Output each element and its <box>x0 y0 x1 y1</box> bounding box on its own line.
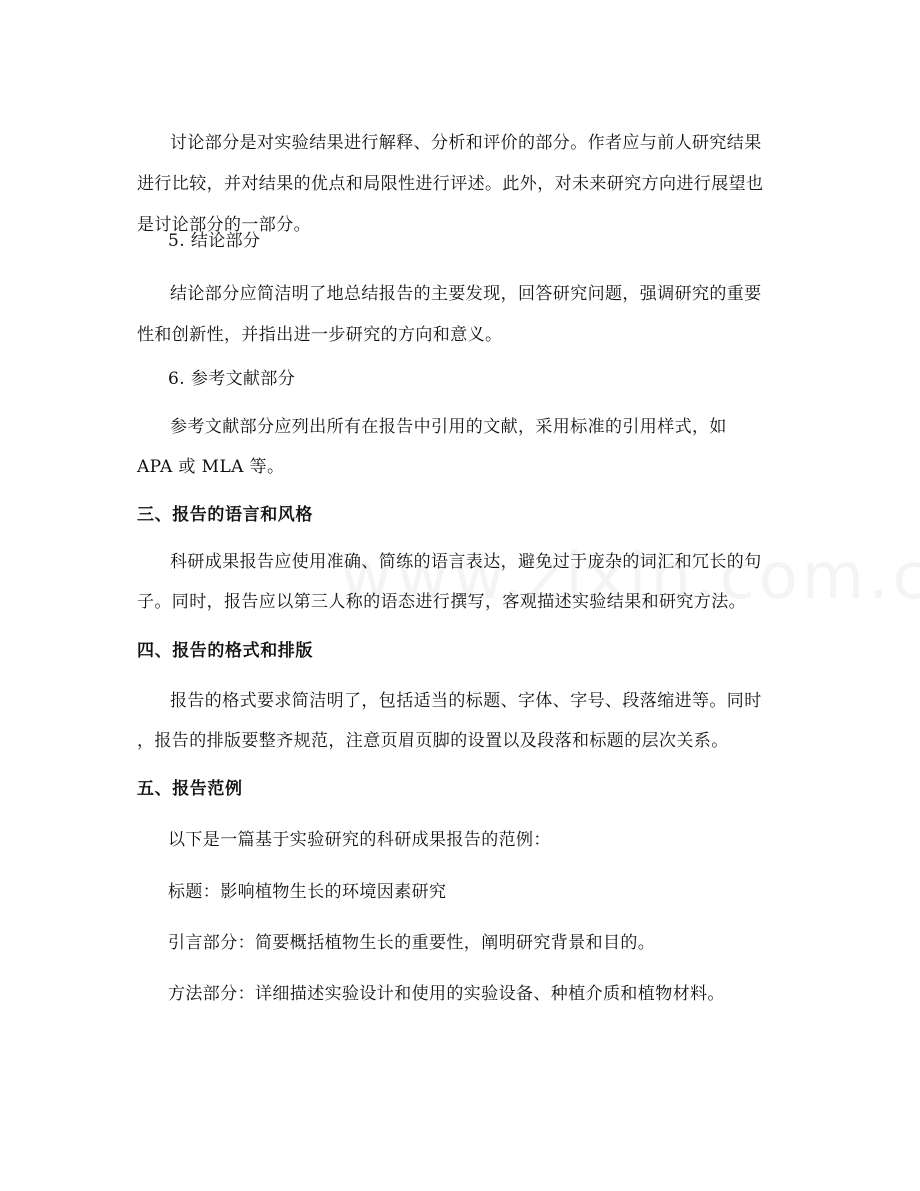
references-title: 6. 参考文献部分 <box>168 369 296 389</box>
references-line-1: 参考文献部分应列出所有在报告中引用的文献，采用标准的引用样式，如 <box>170 417 727 437</box>
section4-heading: 四、报告的格式和排版 <box>137 641 313 661</box>
section4-line-2: ，报告的排版要整齐规范，注意页眉页脚的设置以及段落和标题的层次关系。 <box>137 731 729 751</box>
section3-line-1: 科研成果报告应使用准确、简练的语言表达，避免过于庞杂的词汇和冗长的句 <box>170 552 762 572</box>
discussion-line-1: 讨论部分是对实验结果进行解释、分析和评价的部分。作者应与前人研究结果 <box>170 133 762 153</box>
discussion-line-3: 是讨论部分的一部分。 <box>137 215 311 235</box>
conclusion-line-2: 性和创新性，并指出进一步研究的方向和意义。 <box>137 325 503 345</box>
section3-heading: 三、报告的语言和风格 <box>137 505 313 525</box>
section5-heading: 五、报告范例 <box>137 779 243 799</box>
references-line-2: APA 或 MLA 等。 <box>137 457 285 477</box>
section5-intro: 以下是一篇基于实验研究的科研成果报告的范例： <box>168 830 551 850</box>
section5-item-title: 标题：影响植物生长的环境因素研究 <box>168 882 447 902</box>
section5-item-intro: 引言部分：简要概括植物生长的重要性，阐明研究背景和目的。 <box>168 933 656 953</box>
discussion-line-2: 进行比较，并对结果的优点和局限性进行评述。此外，对未来研究方向进行展望也 <box>137 174 764 194</box>
section4-line-1: 报告的格式要求简洁明了，包括适当的标题、字体、字号、段落缩进等。同时 <box>170 691 762 711</box>
section5-item-method: 方法部分：详细描述实验设计和使用的实验设备、种植介质和植物材料。 <box>168 984 725 1004</box>
section3-line-2: 子。同时，报告应以第三人称的语态进行撰写，客观描述实验结果和研究方法。 <box>137 592 746 612</box>
conclusion-line-1: 结论部分应简洁明了地总结报告的主要发现，回答研究问题，强调研究的重要 <box>170 284 762 304</box>
conclusion-title: 5. 结论部分 <box>168 231 261 251</box>
